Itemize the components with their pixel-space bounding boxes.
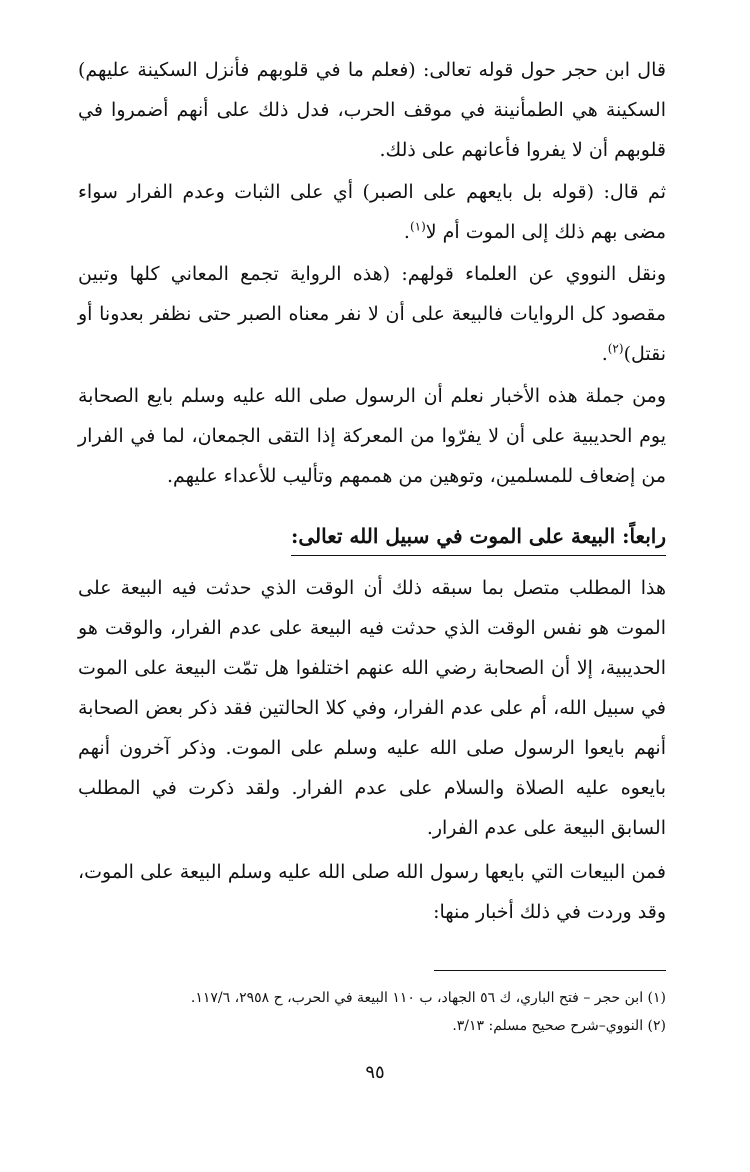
paragraph-text: ثم قال: (قوله بل بايعهم على الصبر) أي على الثبات وعدم الفرار سواء مضى بهم ذلك إلى الموت أم لا (78, 181, 666, 243)
paragraph-ibn-hajar-sakina (78, 50, 666, 170)
paragraph-text: ومن جملة هذه الأخبار نعلم أن الرسول صلى الله عليه وسلم بايع الصحابة يوم الحديبية على أن لا يفرّوا من المعركة إذا التقى الجمعان، لما في الفرار من إضعاف للمسلمين، وتوهين من هممهم وتأليب للأعداء عليهم. (78, 385, 666, 487)
paragraph-text: ونقل النووي عن العلماء قولهم: (هذه الرواية تجمع المعاني كلها وتبين مقصود كل الروايات فالبيعة على أن لا نفر معناه الصبر حتى نظفر بعدونا أو نقتل) (78, 263, 666, 365)
footnote-2: (٢) النووي–شرح صحيح مسلم: ٣/١٣. (452, 1018, 666, 1034)
paragraph-text: هذا المطلب متصل بما سبقه ذلك أن الوقت الذي حدثت فيه البيعة على الموت هو نفس الوقت الذي حدثت فيه البيعة على عدم الفرار، والوقت هو الحديبية، إلا أن الصحابة رضي الله عنهم اختلفوا هل تمّت البيعة على الموت في سبيل الله، أم على عدم الفرار، وفي كلا الحالتين فقد ذكر بعض الصحابة أنهم بايعوا الرسول صلى الله عليه وسلم على الموت. وذكر آخرون أنهم بايعوه عليه الصلاة والسلام على عدم الفرار. ولقد ذكرت في المطلب السابق البيعة على عدم الفرار. (78, 577, 666, 839)
footnote-1: (١) ابن حجر – فتح الباري، ك ٥٦ الجهاد، ب ١١٠ البيعة في الحرب، ح ٢٩٥٨، ١١٧/٦. (190, 990, 666, 1006)
section-heading-wrapper (291, 518, 666, 556)
footnote-divider (434, 970, 666, 971)
paragraph-bay-ah-sabr (78, 172, 666, 252)
footnote-ref-2: (٢) (607, 341, 624, 356)
paragraph-end: . (403, 221, 410, 243)
paragraph-end: . (601, 343, 608, 365)
paragraph-bay-at-list (78, 852, 666, 932)
paragraph-text: فمن البيعات التي بايعها رسول الله صلى الله عليه وسلم البيعة على الموت، وقد وردت في ذلك أخبار منها: (78, 861, 666, 923)
paragraph-text: قال ابن حجر حول قوله تعالى: (فعلم ما في قلوبهم فأنزل السكينة عليهم) السكينة هي الطمأنينة في موقف الحرب، فدل ذلك على أنهم أضمروا في قلوبهم أن لا يفروا فأعانهم على ذلك. (78, 59, 666, 161)
paragraph-hudaybiya-summary (78, 376, 666, 496)
paragraph-nawawi-quote (78, 254, 666, 374)
footnotes (78, 984, 666, 1040)
section-heading: رابعاً: البيعة على الموت في سبيل الله تعالى: (291, 518, 666, 556)
page-number: ٩٥ (365, 1062, 385, 1083)
paragraph-bay-ah-mawt (78, 568, 666, 848)
footnote-ref-1: (١) (409, 219, 426, 234)
